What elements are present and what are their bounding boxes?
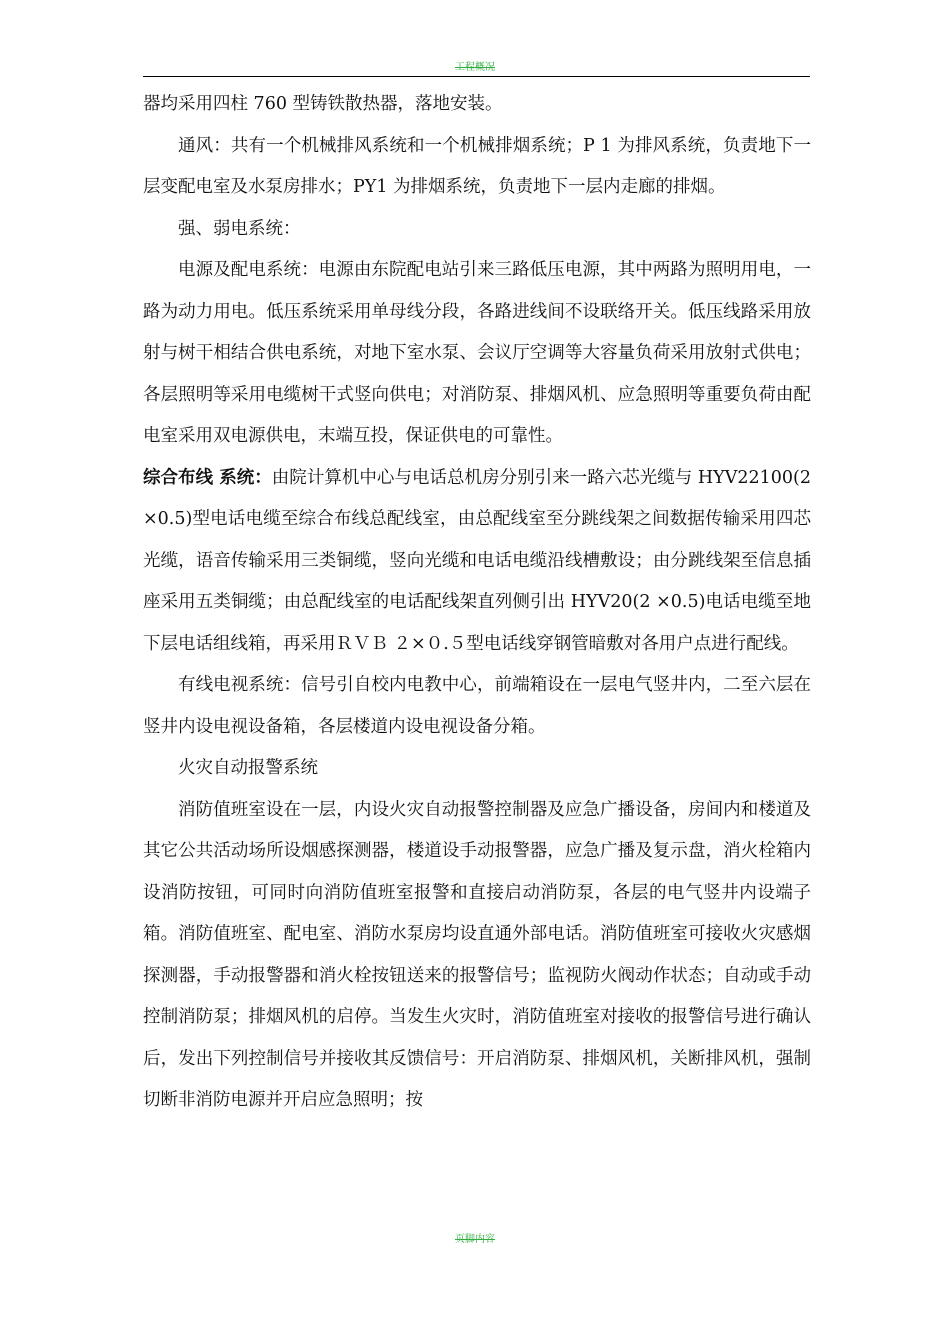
integrated-cabling-body: 由院计算机中心与电话总机房分别引来一路六芯光缆与 HYV22100(2 ×0.5)型电话电缆至综合布线总配线室，由总配线室至分跳线架之间数据传输采用四芯光缆，语音传输采用三类铜缆，竖向光缆和电话电缆沿线槽敷设；由分跳线架至信息插座采用五类铜缆；由总配线室的电话配线架直列侧引出 HYV20(2 ×0.5)电话电缆至地下层电话组线箱，再采用ＲＶＢ ２×０.５型电话线穿钢管暗敷对各用户点进行配线。	[143, 467, 811, 654]
heading-electrical-systems: 强、弱电系统：	[178, 218, 301, 239]
document-body	[143, 84, 811, 1122]
paragraph-cable-tv: 有线电视系统：信号引自校内电教中心，前端箱设在一层电气竖井内，二至六层在竖井内设电视设备箱，各层楼道内设电视设备分箱。	[143, 675, 811, 737]
page-footer: 页脚内容	[455, 1234, 495, 1245]
header-divider	[143, 76, 810, 77]
paragraph-integrated-cabling	[143, 458, 811, 666]
paragraph-fire-alarm: 消防值班室设在一层，内设火灾自动报警控制器及应急广播设备，房间内和楼道及其它公共活动场所设烟感探测器，楼道设手动报警器，应急广播及复示盘，消火栓箱内设消防按钮，可同时向消防值班室报警和直接启动消防泵，各层的电气竖井内设端子箱。消防值班室、配电室、消防水泵房均设直通外部电话。消防值班室可接收火灾感烟探测器，手动报警器和消火栓按钮送来的报警信号；监视防火阀动作状态；自动或手动控制消防泵；排烟风机的启停。当发生火灾时，消防值班室对接收的报警信号进行确认后，发出下列控制信号并接收其反馈信号：开启消防泵、排烟风机，关断排风机，强制切断非消防电源并开启应急照明；按	[143, 799, 811, 1110]
paragraph-heating-continued: 器均采用四柱 760 型铸铁散热器，落地安装。	[143, 94, 503, 114]
paragraph-ventilation: 通风：共有一个机械排风系统和一个机械排烟系统；P 1 为排风系统，负责地下一层变配电室及水泵房排水；PY1 为排烟系统，负责地下一层内走廊的排烟。	[143, 135, 811, 197]
page-header: 工程概况	[455, 62, 495, 73]
integrated-cabling-lead: 综合布线 系统：	[143, 467, 272, 488]
paragraph-power-distribution: 电源及配电系统：电源由东院配电站引来三路低压电源，其中两路为照明用电，一路为动力用电。低压系统采用单母线分段，各路进线间不设联络开关。低压线路采用放射与树干相结合供电系统，对地下室水泵、会议厅空调等大容量负荷采用放射式供电；各层照明等采用电缆树干式竖向供电；对消防泵、排烟风机、应急照明等重要负荷由配电室采用双电源供电，末端互投，保证供电的可靠性。	[143, 260, 811, 446]
heading-fire-alarm: 火灾自动报警系统	[178, 758, 318, 778]
